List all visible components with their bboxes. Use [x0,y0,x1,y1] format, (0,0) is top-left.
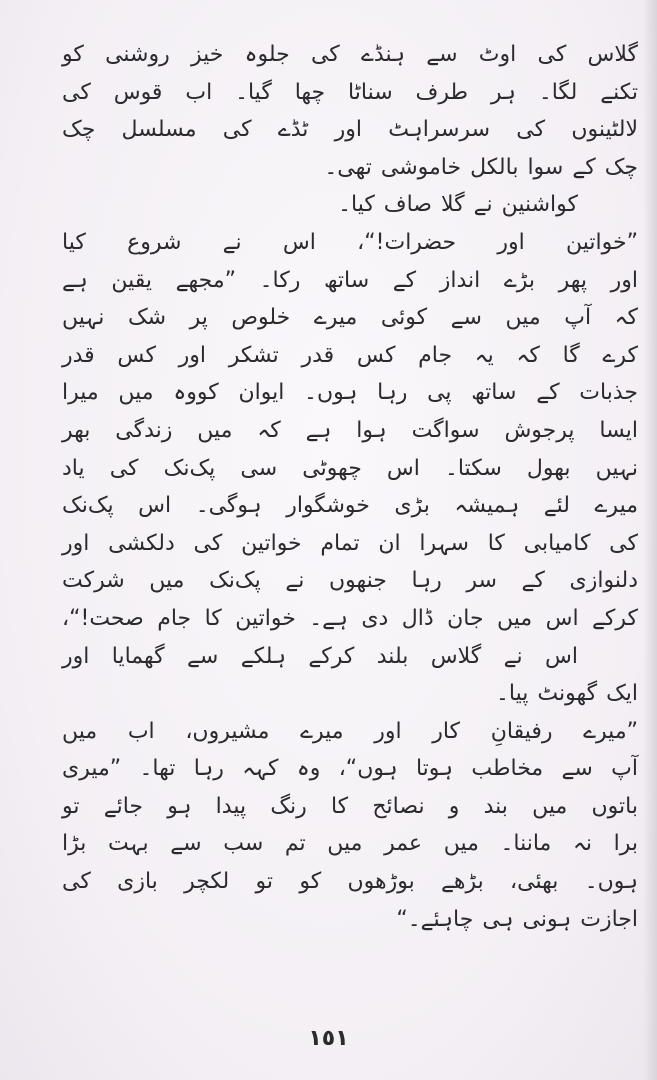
text-line-9: کرے گا کہ یہ جام کس قدر تشکر اور کس قدر [62,342,638,368]
text-line-16: کرکے اس میں جان ڈال دی ہے۔ خواتین کا جام صحت!“، [62,605,638,631]
text-line-17: اس نے گلاس بلند کرکے ہلکے سے گھمایا اور [62,643,578,669]
text-line-7: اور پھر بڑے انداز کے ساتھ رکا۔ ”مجھے یقین ہے [62,267,638,293]
page-number: ١٥١ [308,1026,349,1051]
text-line-4: چک کے سوا بالکل خاموشی تھی۔ [324,154,638,180]
text-line-13: میرے لئے ہمیشہ بڑی خوشگوار ہوگی۔ اس پک‌نک [62,493,638,519]
text-line-14: کی کامیابی کا سہرا ان تمام خواتین کی دلکشی اور [62,530,638,556]
text-line-2: تکنے لگا۔ ہر طرف سناٹا چھا گیا۔ اب قوس کی [62,79,638,105]
text-line-10: جذبات کے ساتھ پی رہا ہوں۔ ایوان کووہ میں میرا [62,380,638,406]
text-line-23: ہوں۔ بھئی، بڑھے بوڑھوں کو تو لکچر بازی کی [62,869,638,895]
text-line-12: نہیں بھول سکتا۔ اس چھوٹی سی پک‌نک کی یاد [62,455,638,481]
text-line-18: ایک گھونٹ پیا۔ [496,681,638,707]
text-line-20: آپ سے مخاطب ہوتا ہوں“، وہ کہہ رہا تھا۔ ”میری [62,756,638,782]
page-edge-shadow [643,0,657,1080]
text-line-5: کواشنین نے گلا صاف کیا۔ [338,192,578,218]
text-line-1: گلاس کی اوٹ سے ہنڈے کی جلوہ خیز روشنی کو [62,42,638,67]
text-line-15: دلنوازی کے سر رہا جنھوں نے پک‌نک میں شرکت [62,568,638,594]
text-line-3: لالٹینوں کی سرسراہٹ اور ٹڈے کی مسلسل چک [62,117,638,143]
page-text [62,36,638,938]
text-line-24: اجازت ہونی ہی چاہئے۔“ [396,906,638,932]
text-line-8: کہ آپ میں سے کوئی میرے خلوص پر شک نہیں [62,305,638,331]
text-line-19: ”میرے رفیقانِ کار اور میرے مشیروں، اب میں [62,718,638,744]
text-line-21: باتوں میں بند و نصائح کا رنگ پیدا ہو جائے تو [62,793,638,819]
text-line-11: ایسا پرجوش سواگت ہوا ہے کہ میں زندگی بھر [62,417,638,443]
text-line-22: برا نہ ماننا۔ میں عمر میں تم سب سے بہت بڑا [62,831,638,857]
text-line-6: ”خواتین اور حضرات!“، اس نے شروع کیا [62,229,638,255]
